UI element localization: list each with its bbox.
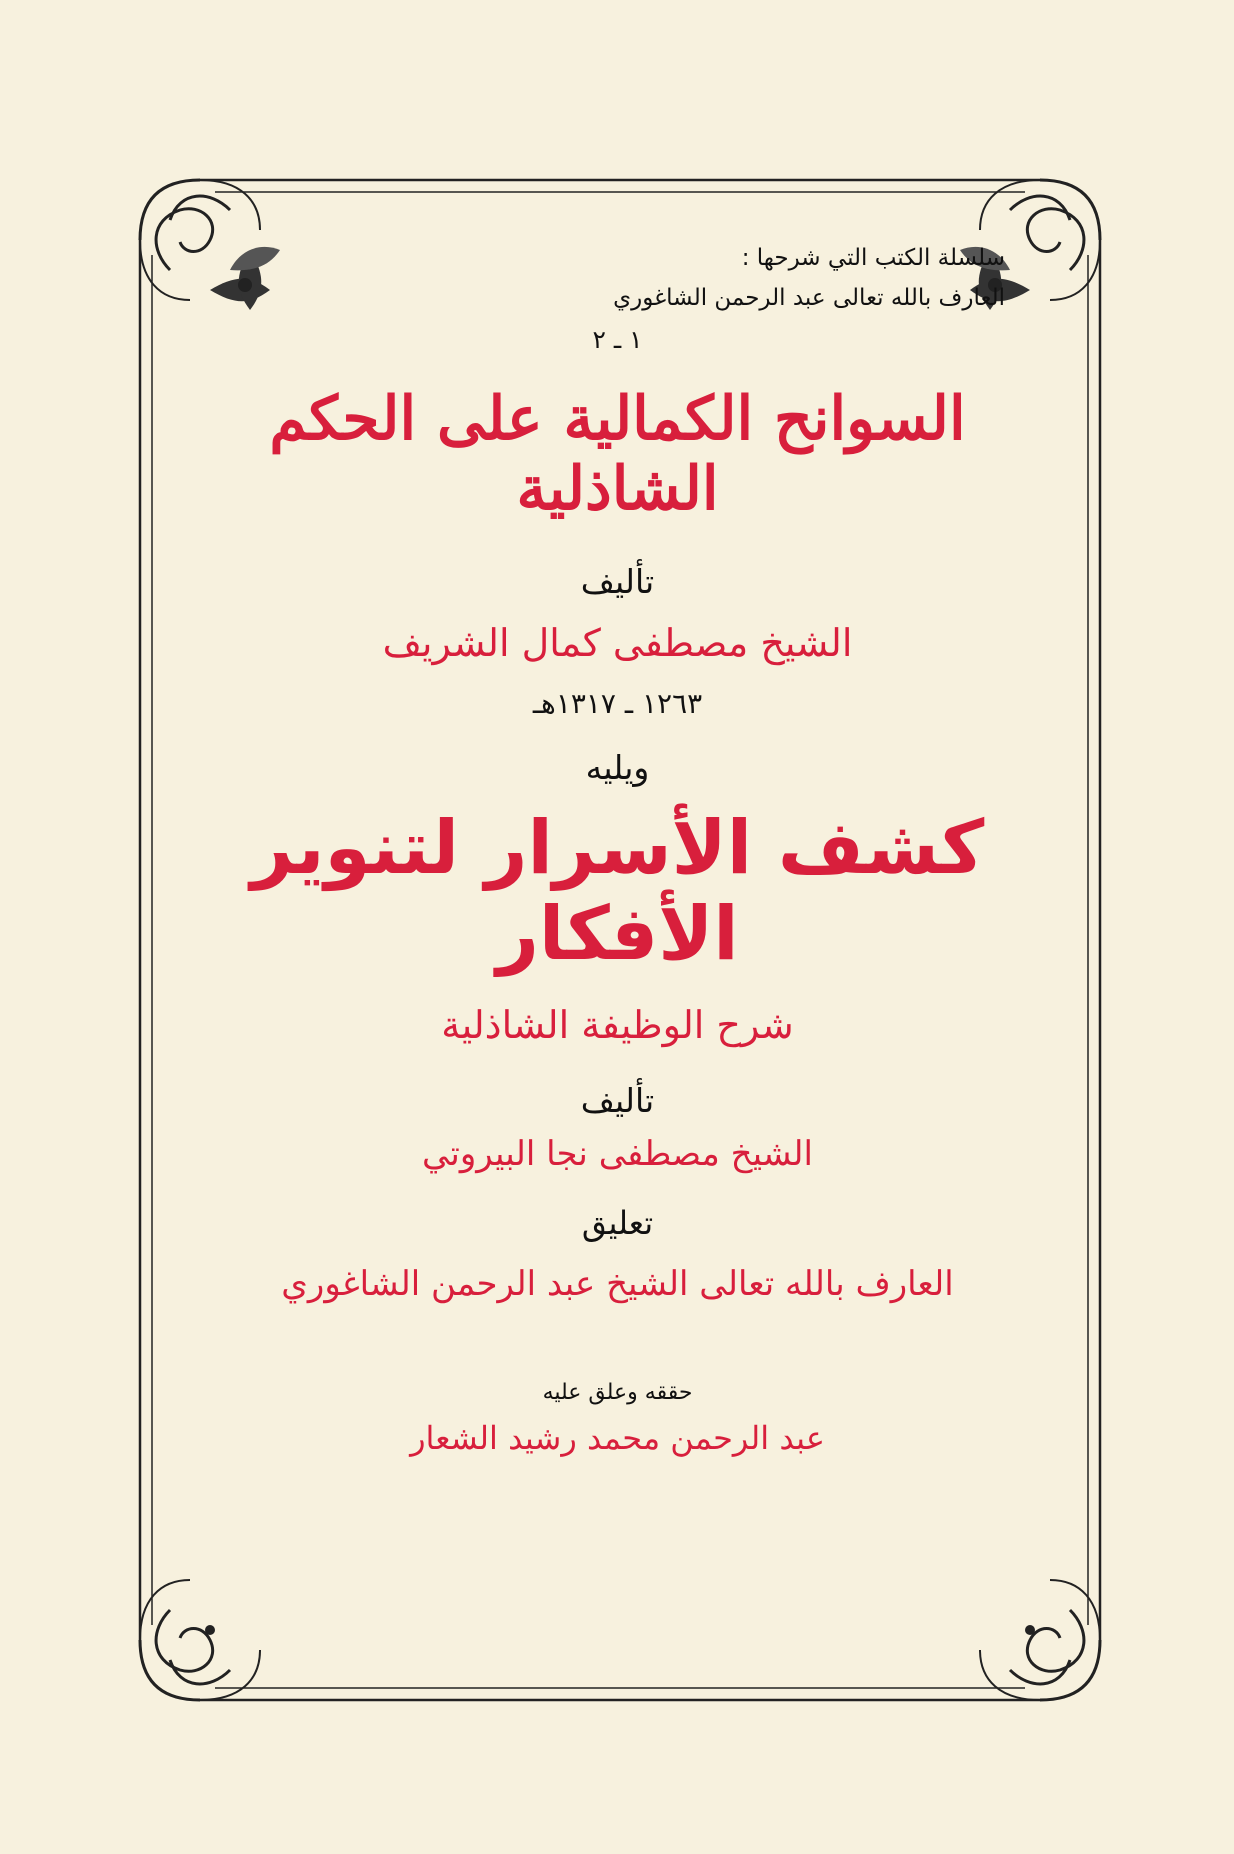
- author-dates: ١٢٦٣ ـ ١٣١٧هـ: [532, 687, 703, 720]
- corner-flourish-icon: [140, 1580, 260, 1700]
- authored-by-label-2: تأليف: [580, 1081, 655, 1120]
- book-title-main: السوانح الكمالية على الحكم الشاذلية: [269, 384, 966, 524]
- title-page-content: [175, 235, 1060, 1457]
- book-title-second: كشف الأسرار لتنوير الأفكار: [250, 805, 985, 977]
- series-label: سلسلة الكتب التي شرحها :: [741, 245, 1005, 271]
- followed-by-label: ويليه: [585, 748, 650, 787]
- editor-label: حققه وعلق عليه: [542, 1380, 693, 1405]
- commentator-name: العارف بالله تعالى الشيخ عبد الرحمن الشاغوري: [281, 1264, 954, 1304]
- series-editor: العارف بالله تعالى عبد الرحمن الشاغوري: [613, 285, 1005, 311]
- authored-by-label: تأليف: [580, 562, 655, 601]
- book-subtitle: شرح الوظيفة الشاذلية: [441, 1003, 794, 1047]
- editor-name: عبد الرحمن محمد رشيد الشعار: [410, 1419, 825, 1457]
- commentary-label: تعليق: [581, 1204, 654, 1242]
- series-number: ١ ـ ٢: [592, 325, 643, 354]
- author-name: الشيخ مصطفى كمال الشريف: [382, 621, 853, 665]
- corner-flourish-icon: [980, 1580, 1100, 1700]
- author-name-2: الشيخ مصطفى نجا البيروتي: [422, 1134, 813, 1174]
